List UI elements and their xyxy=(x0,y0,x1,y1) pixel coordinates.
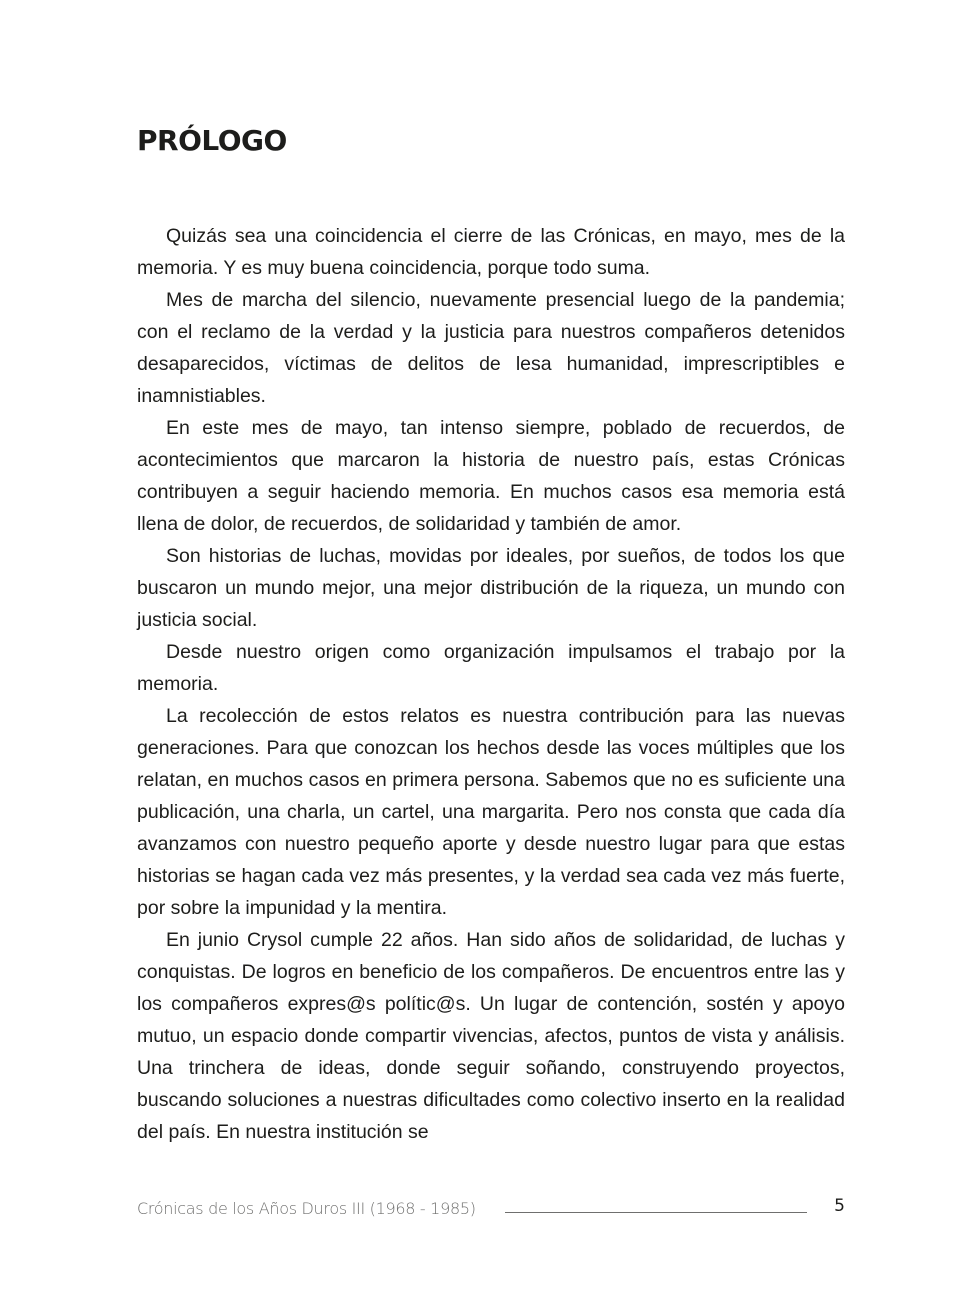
paragraph: Quizás sea una coincidencia el cierre de las Crónicas, en mayo, mes de la memoria. Y es muy buena coincidencia, porque todo suma. xyxy=(137,225,845,279)
paragraph: En este mes de mayo, tan intenso siempre, poblado de recuerdos, de acontecimientos que marcaron la historia de nuestro país, estas Crónicas contribuyen a seguir haciendo memoria. En muchos casos esa memoria está llena de dolor, de recuerdos, de solidaridad y también de amor. xyxy=(137,417,845,535)
paragraph: Son historias de luchas, movidas por ideales, por sueños, de todos los que buscaron un mundo mejor, una mejor distribución de la riqueza, un mundo con justicia social. xyxy=(137,545,845,631)
paragraph: Mes de marcha del silencio, nuevamente presencial luego de la pandemia; con el reclamo de la verdad y la justicia para nuestros compañeros detenidos desaparecidos, víctimas de delitos de lesa humanidad, imprescriptibles e inamnistiables. xyxy=(137,289,845,407)
page-footer xyxy=(137,1196,845,1226)
paragraph: En junio Crysol cumple 22 años. Han sido años de solidaridad, de luchas y conquistas. De logros en beneficio de los compañeros. De encuentros entre las y los compañeros expres@s polític@s. Un lugar de contención, sostén y apoyo mutuo, un espacio donde compartir vivencias, afectos, puntos de vista y análisis. Una trinchera de ideas, donde seguir soñando, construyendo proyectos, buscando soluciones a nuestras dificultades como colectivo inserto en la realidad del país. En nuestra institución se xyxy=(137,929,845,1143)
page-title: PRÓLOGO xyxy=(137,124,287,157)
footer-book-title: Crónicas de los Años Duros III (1968 - 1985) xyxy=(137,1199,476,1218)
footer-divider xyxy=(505,1212,807,1213)
page-number: 5 xyxy=(834,1196,845,1216)
paragraph: La recolección de estos relatos es nuestra contribución para las nuevas generaciones. Para que conozcan los hechos desde las voces múltiples que los relatan, en muchos casos en primera persona. Sabemos que no es suficiente una publicación, una charla, un cartel, una margarita. Pero nos consta que cada día avanzamos con nuestro pequeño aporte y desde nuestro lugar para que estas historias se hagan cada vez más presentes, y la verdad sea cada vez más fuerte, por sobre la impunidad y la mentira. xyxy=(137,705,845,919)
body-text xyxy=(137,220,845,1148)
paragraph: Desde nuestro origen como organización impulsamos el trabajo por la memoria. xyxy=(137,641,845,695)
